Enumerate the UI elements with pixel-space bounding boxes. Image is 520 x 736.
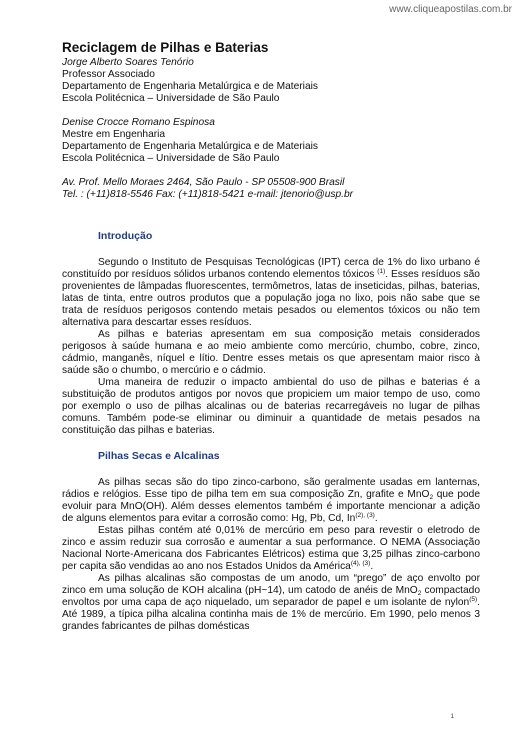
citation: (2), (3) (355, 512, 375, 519)
author-block-2 (62, 117, 480, 165)
citation: (4), (3) (350, 560, 371, 567)
citation: (1) (377, 268, 386, 275)
author-affiliation: Escola Politécnica – Universidade de São Paulo (62, 153, 280, 164)
document-title: Reciclagem de Pilhas e Baterias (62, 40, 269, 55)
citation: (5) (469, 596, 478, 603)
paragraph: Estas pilhas contém até 0,01% de mercúrio em peso para revestir o eletrodo de zinco e assim reduzir sua corrosão e aumentar a sua performance. O NEMA (Associação Nacional Norte-Americana dos Fabricantes Elétricos) estima que 3,25 pilhas zinco-carbono per capita são vendidas ao ano nos Estados Unidos da América$^{(4), (3)}$. (62, 525, 480, 572)
author-affiliation: Professor Associado (62, 69, 155, 80)
contact-phones: Tel. : (+11)818-5546 Fax: (+11)818-5421 e-mail: jtenorio@usp.br (62, 189, 354, 200)
paragraph: Segundo o Instituto de Pesquisas Tecnológicas (IPT) cerca de 1% do lixo urbano é constituído por resíduos sólidos urbanos contendo elementos tóxicos $^{(1)}$. Esses resíduos são provenientes de lâmpadas fluorescentes, termômetros, latas de inseticidas, pilhas, baterias, latas de tinta, entre outros produtos que a população joga no lixo, pois não sabe que se trata de resíduos perigosos contendo metais pesados ou elementos tóxicos ou não tem alternativa para descartar esses resíduos. (62, 257, 480, 328)
paragraph: As pilhas alcalinas são compostas de um anodo, um “prego” de aço envolto por zinco em uma solução de KOH alcalina (pH~14), um catodo de anéis de MnO$_2$ compactado envoltos por uma capa de aço niquelado, um separador de papel e um isolante de nylon$^{(5)}$. Até 1989, a típica pilha alcalina continha mais de 1% de mercúrio. Em 1990, pelo menos 3 grandes fabricantes de pilhas domésticas (62, 573, 480, 632)
page-number: 1 (450, 714, 454, 720)
document-page (62, 40, 480, 633)
watermark-url: www.cliqueapostilas.com.br (389, 4, 512, 15)
paragraph: Uma maneira de reduzir o impacto ambiental do uso de pilhas e baterias é a substituição de produtos antigos por novos que propiciem um maior tempo de uso, como por exemplo o uso de pilhas alcalinas ou de baterias recarregáveis no lugar de pilhas comuns. Também pode-se eliminar ou diminuir a quantidade de metais pesados na constituição das pilhas e baterias. (62, 377, 480, 436)
paragraph: As pilhas secas são do tipo zinco-carbono, são geralmente usadas em lanternas, rádios e relógios. Esse tipo de pilha tem em sua composição Zn, grafite e MnO$_2$ que pode evoluir para MnO(OH). Além desses elementos também é importante mencionar a adição de alguns elementos para evitar a corrosão como: Hg, Pb, Cd, $In^{(2), (3)}$. (62, 477, 480, 524)
author-name: Jorge Alberto Soares Tenório (62, 57, 194, 68)
author-name: Denise Crocce Romano Espinosa (62, 117, 215, 128)
section-body-introducao (62, 257, 480, 437)
author-affiliation: Escola Politécnica – Universidade de São Paulo (62, 93, 280, 104)
subscript: 2 (429, 494, 434, 501)
author-affiliation: Departamento de Engenharia Metalúrgica e de Materiais (62, 141, 318, 152)
section-heading-pilhas-secas: Pilhas Secas e Alcalinas (98, 450, 220, 462)
section-heading-introducao: Introdução (98, 230, 153, 242)
author-affiliation: Mestre em Engenharia (62, 129, 166, 140)
author-block-1 (62, 57, 480, 105)
section-body-pilhas-secas (62, 477, 480, 633)
contact-block (62, 177, 480, 201)
subscript: 2 (417, 590, 422, 597)
author-affiliation: Departamento de Engenharia Metalúrgica e de Materiais (62, 81, 318, 92)
contact-address: Av. Prof. Mello Moraes 2464, São Paulo - SP 05508-900 Brasil (62, 177, 345, 188)
paragraph: As pilhas e baterias apresentam em sua composição metais considerados perigosos à saúde humana e ao meio ambiente como mercúrio, chumbo, cobre, zinco, cádmio, manganês, níquel e lítio. Dentre esses metais os que apresentam maior risco à saúde são o chumbo, o mercúrio e o cádmio. (62, 329, 480, 376)
